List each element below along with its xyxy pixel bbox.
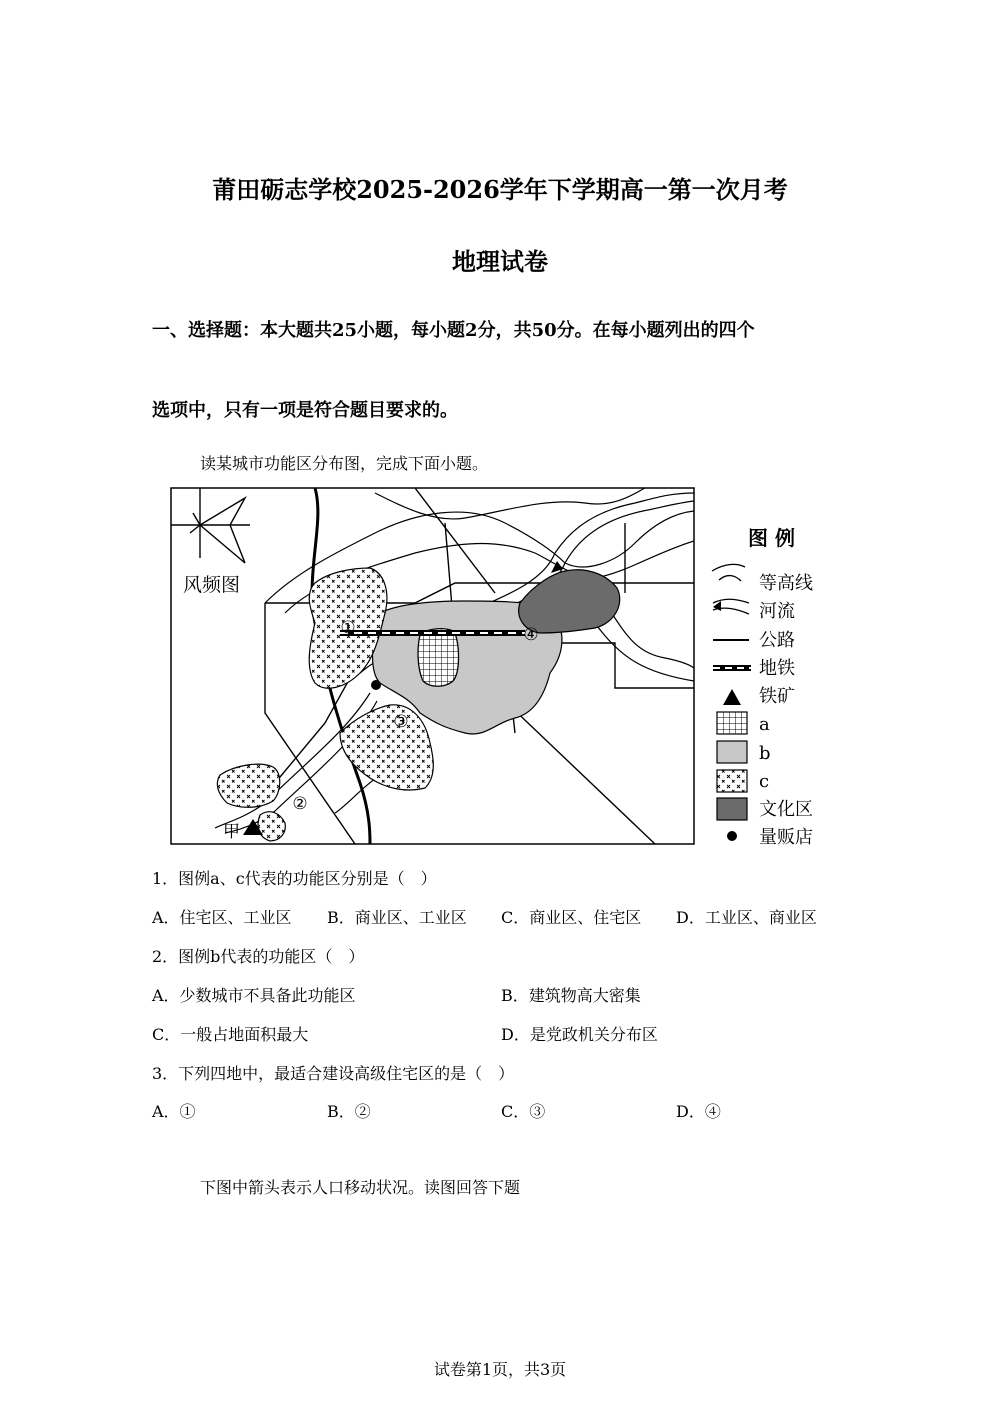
culture-legend-icon [717, 798, 747, 820]
legend-river: 河流 [759, 601, 795, 622]
question-1-option-d[interactable]: D．工业区、商业区 [676, 908, 817, 927]
contour-legend-icon [712, 564, 745, 581]
question-3-option-b[interactable]: B．② [327, 1102, 371, 1121]
legend-road: 公路 [759, 630, 795, 651]
marker-2: ② [292, 794, 308, 814]
legend-culture: 文化区 [759, 799, 813, 820]
question-2-stem: 2．图例b代表的功能区（ ） [152, 947, 365, 966]
question-3-option-c[interactable]: C．③ [501, 1102, 546, 1121]
exam-title: 莆田砺志学校2025-2026学年下学期高一第一次月考 [212, 175, 788, 204]
question-3-option-d[interactable]: D．④ [676, 1102, 721, 1121]
zone-a-legend-icon [717, 712, 747, 734]
marker-4: ④ [523, 625, 539, 645]
city-function-map [165, 483, 835, 855]
iron-legend-icon [723, 689, 741, 705]
legend-store: 量贩店 [759, 827, 813, 848]
question-1-option-a[interactable]: A．住宅区、工业区 [152, 908, 292, 927]
zone-a [418, 629, 459, 687]
question-1-option-c[interactable]: C．商业区、住宅区 [501, 908, 642, 927]
question-1-stem: 1．图例a、c代表的功能区分别是（ ） [152, 869, 437, 888]
marker-1: ① [340, 618, 356, 638]
legend-title: 图 例 [748, 526, 795, 550]
question-3-option-a[interactable]: A．① [152, 1102, 196, 1121]
store-legend-icon [727, 831, 737, 841]
intro-text-2: 下图中箭头表示人口移动状况。读图回答下题 [200, 1178, 521, 1197]
wind-rose-label: 风频图 [183, 574, 241, 596]
question-2-option-c[interactable]: C．一般占地面积最大 [152, 1025, 309, 1044]
legend-iron: 铁矿 [759, 686, 795, 707]
section-heading-line1: 一、选择题：本大题共25小题，每小题2分，共50分。在每小题列出的四个 [152, 320, 755, 341]
section-heading-line2: 选项中，只有一项是符合题目要求的。 [152, 400, 458, 421]
store-dot [371, 680, 381, 690]
question-2-option-a[interactable]: A．少数城市不具备此功能区 [152, 986, 356, 1005]
question-1-option-b[interactable]: B．商业区、工业区 [327, 908, 467, 927]
question-2-option-b[interactable]: B．建筑物高大密集 [501, 986, 641, 1005]
zone-b-legend-icon [717, 741, 747, 763]
place-label-jia: 甲 [223, 822, 240, 842]
legend-contour: 等高线 [759, 573, 813, 594]
marker-3: ③ [393, 712, 409, 732]
intro-text: 读某城市功能区分布图，完成下面小题。 [200, 454, 489, 473]
zone-c-legend-icon [717, 770, 747, 792]
map-legend [712, 526, 813, 848]
legend-b: b [759, 743, 771, 764]
legend-a: a [759, 714, 770, 735]
legend-subway: 地铁 [759, 658, 795, 679]
page-footer: 试卷第1页，共3页 [433, 1360, 567, 1379]
exam-subtitle: 地理试卷 [452, 247, 548, 276]
legend-c: c [759, 771, 770, 792]
question-3-stem: 3．下列四地中，最适合建设高级住宅区的是（ ） [152, 1064, 515, 1083]
zone-c-southwest [217, 764, 279, 807]
question-2-option-d[interactable]: D．是党政机关分布区 [501, 1025, 658, 1044]
